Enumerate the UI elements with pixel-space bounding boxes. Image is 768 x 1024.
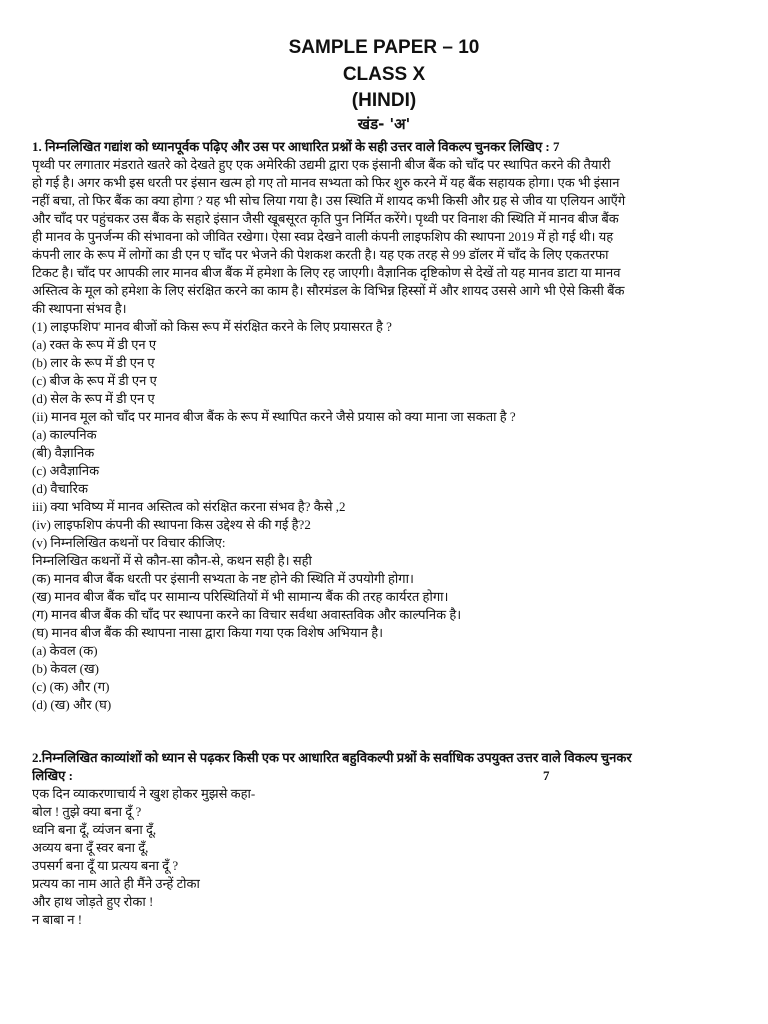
question-item: (ii) मानव मूल को चाँद पर मानव बीज बैंक के रूप में स्थापित करने जैसे प्रयास को क्या माना जा सकता है ?: [32, 409, 516, 424]
poem-line: उपसर्ग बना दूँ या प्रत्यय बना दूँ ?: [32, 858, 179, 873]
statement-item: (ग) मानव बीज बैंक की चाँद पर स्थापना करने का विचार सर्वथा अवास्तविक और काल्पनिक है।: [32, 607, 462, 622]
option-item: (d) सेल के रूप में डी एन ए: [32, 391, 155, 406]
option-item: (c) अवैज्ञानिक: [32, 463, 100, 478]
class-title: CLASS X: [342, 64, 426, 85]
paper-title: SAMPLE PAPER – 10: [288, 37, 480, 58]
option-item: (d) वैचारिक: [32, 481, 88, 496]
question-item: (1) लाइफशिप' मानव बीजों को किस रूप में संरक्षित करने के लिए प्रयासरत है ?: [32, 319, 392, 334]
passage-line: कंपनी लार के रूप में लोगों का डी एन ए चाँद पर भेजने की पेशकश करती है। यह एक तरह से 99 डॉलर में चाँद के लिए एकतरफा: [32, 247, 609, 262]
passage-line: ही मानव के पुनर्जन्म की संभावना को जीवित रखेगा। ऐसा स्वप्न देखने वाली कंपनी लाइफशिप की स्थापना 2019 में हो गई थी। यह: [32, 229, 614, 244]
option-item: (c) बीज के रूप में डी एन ए: [32, 373, 157, 388]
subject-title: (HINDI): [351, 90, 417, 111]
question-item: निम्नलिखित कथनों में से कौन-सा कौन-से, कथन सही है। सही: [32, 553, 312, 568]
option-item: (b) लार के रूप में डी एन ए: [32, 355, 155, 370]
question-item: iii) क्या भविष्य में मानव अस्तित्व को संरक्षित करना संभव है? कैसे ,2: [32, 499, 346, 514]
poem-line: बोल ! तुझे क्या बना दूँ ?: [32, 804, 142, 819]
question-2-instruction: लिखिए :: [32, 768, 73, 783]
option-item: (a) रक्त के रूप में डी एन ए: [32, 337, 157, 352]
option-item: (बी) वैज्ञानिक: [32, 445, 95, 460]
option-item: (a) काल्पनिक: [32, 427, 97, 442]
question-2-marks: 7: [543, 768, 550, 783]
question-1-heading: 1. निम्नलिखित गद्यांश को ध्यानपूर्वक पढ़िए और उस पर आधारित प्रश्नों के सही उत्तर वाले विकल्प चुनकर लिखिए : 7: [32, 139, 560, 154]
option-item: (d) (ख) और (घ): [32, 697, 112, 712]
statement-item: (घ) मानव बीज बैंक की स्थापना नासा द्वारा किया गया एक विशेष अभियान है।: [32, 625, 384, 640]
poem-line: ध्वनि बना दूँ, व्यंजन बना दूँ,: [32, 822, 157, 837]
question-2-heading-line2: [32, 768, 742, 784]
poem-line: एक दिन व्याकरणाचार्य ने खुश होकर मुझसे कहा-: [32, 786, 256, 801]
poem-line: अव्यय बना दूँ स्वर बना दूँ,: [32, 840, 149, 855]
passage-line: अस्तित्व के मूल को हमेशा के लिए संरक्षित करने का काम है। सौरमंडल के विभिन्न हिस्सों में और शायद उससे आगे भी ऐसे किसी बैंक: [32, 283, 625, 298]
poem-line: और हाथ जोड़ते हुए रोका !: [32, 894, 154, 909]
passage-line: हो गई है। अगर कभी इस धरती पर इंसान खत्म हो गए तो मानव सभ्यता को फिर शुरु करने में यह बैंक सहायक होगा। एक भी इंसान: [32, 175, 620, 190]
option-item: (a) केवल (क): [32, 643, 98, 658]
question-2-heading: 2.निम्नलिखित काव्यांशों को ध्यान से पढ़कर किसी एक पर आधारित बहुविकल्पी प्रश्नों के सर्वाधिक उपयुक्त उत्तर वाले विकल्प चुनकर: [32, 750, 632, 765]
question-item: (v) निम्नलिखित कथनों पर विचार कीजिए:: [32, 535, 226, 550]
question-item: (iv) लाइफशिप कंपनी की स्थापना किस उद्देश्य से की गई है?2: [32, 517, 311, 532]
passage-line: पृथ्वी पर लगातार मंडराते खतरे को देखते हुए एक अमेरिकी उद्यमी द्वारा एक इंसानी बीज बैंक को चाँद पर स्थापित करने की तैयारी: [32, 157, 611, 172]
statement-item: (क) मानव बीज बैंक धरती पर इंसानी सभ्यता के नष्ट होने की स्थिति में उपयोगी होगा।: [32, 571, 414, 586]
option-item: (c) (क) और (ग): [32, 679, 110, 694]
passage-line: नहीं बचा, तो फिर बैंक का क्या होगा ? यह भी सोच लिया गया है। उस स्थिति में शायद कभी किसी और ग्रह से जीव या एलियन आएँगे: [32, 193, 626, 208]
statement-item: (ख) मानव बीज बैंक चाँद पर सामान्य परिस्थितियों में भी सामान्य बैंक की तरह कार्यरत होगा।: [32, 589, 449, 604]
passage-line: और चाँद पर पहुंचकर उस बैंक के सहारे इंसान जैसी खूबसूरत कृति पुन निर्मित करेंगे। पृथ्वी पर विनाश की स्थिति में मानव बीज बैंक: [32, 211, 619, 226]
passage-line: टिकट है। चाँद पर आपकी लार मानव बीज बैंक में हमेशा के लिए रह जाएगी। वैज्ञानिक दृष्टिकोण से देखें तो यह मानव डाटा या मानव: [32, 265, 621, 280]
passage-line: की स्थापना संभव है।: [32, 301, 127, 316]
poem-line: प्रत्यय का नाम आते ही मैंने उन्हें टोका: [32, 876, 200, 891]
section-title: खंड- 'अ': [357, 115, 411, 133]
option-item: (b) केवल (ख): [32, 661, 99, 676]
poem-line: न बाबा न !: [32, 912, 83, 927]
